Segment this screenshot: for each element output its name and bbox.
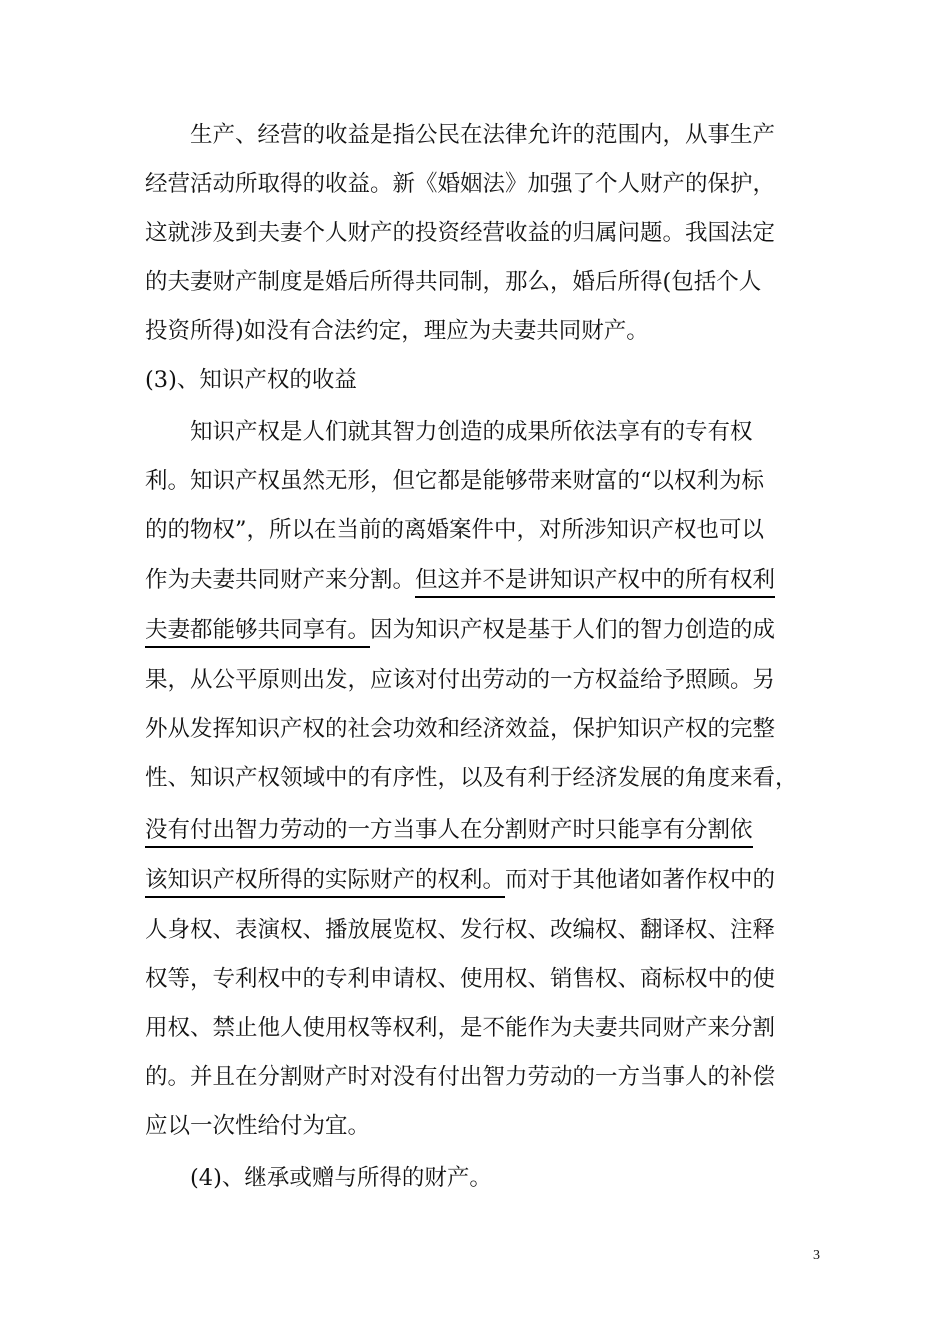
text-line: 经营活动所取得的收益。新《婚姻法》加强了个人财产的保护， xyxy=(145,171,776,197)
text-span: 而对于其他诸如著作权中的 xyxy=(505,867,776,893)
section-heading: (4)、继承或赠与所得的财产。 xyxy=(145,1165,492,1191)
underlined-text: 没有付出智力劳动的一方当事人在分割财产时只能享有分割依 xyxy=(145,817,753,848)
text-line: 的。并且在分割财产时对没有付出智力劳动的一方当事人的补偿 xyxy=(145,1064,776,1090)
underlined-text: 但这并不是讲知识产权中的所有权利 xyxy=(415,567,775,598)
text-line xyxy=(145,610,815,650)
text-line xyxy=(145,810,815,850)
text-span: 因为知识产权是基于人们的智力创造的成 xyxy=(370,617,776,643)
text-line: 投资所得)如没有合法约定，理应为夫妻共同财产。 xyxy=(145,318,649,344)
text-line xyxy=(145,560,815,600)
text-line: 的的物权”，所以在当前的离婚案件中，对所涉知识产权也可以 xyxy=(145,517,765,543)
underlined-text: 夫妻都能够共同享有。 xyxy=(145,617,370,648)
text-line: 这就涉及到夫妻个人财产的投资经营收益的归属问题。我国法定 xyxy=(145,220,776,246)
text-line: 性、知识产权领域中的有序性，以及有利于经济发展的角度来看， xyxy=(145,765,798,791)
text-line: 用权、禁止他人使用权等权利，是不能作为夫妻共同财产来分割 xyxy=(145,1015,776,1041)
text-line: 权等，专利权中的专利申请权、使用权、销售权、商标权中的使 xyxy=(145,966,776,992)
text-line: 应以一次性给付为宜。 xyxy=(145,1113,371,1139)
text-line: 生产、经营的收益是指公民在法律允许的范围内，从事生产 xyxy=(145,122,776,148)
text-line: 外从发挥知识产权的社会功效和经济效益，保护知识产权的完整 xyxy=(145,716,776,742)
text-line: 人身权、表演权、播放展览权、发行权、改编权、翻译权、注释 xyxy=(145,917,776,943)
text-line: 知识产权是人们就其智力创造的成果所依法享有的专有权 xyxy=(145,419,753,445)
section-heading: (3)、知识产权的收益 xyxy=(145,367,357,393)
text-line: 利。知识产权虽然无形，但它都是能够带来财富的“以权利为标 xyxy=(145,468,765,494)
underlined-text: 该知识产权所得的实际财产的权利。 xyxy=(145,867,505,898)
page-number: 3 xyxy=(813,1248,820,1263)
text-line xyxy=(145,860,815,900)
text-line: 的夫妻财产制度是婚后所得共同制，那么，婚后所得(包括个人 xyxy=(145,269,762,295)
text-span: 作为夫妻共同财产来分割。 xyxy=(145,567,416,593)
text-line: 果，从公平原则出发，应该对付出劳动的一方权益给予照顾。另 xyxy=(145,667,776,693)
